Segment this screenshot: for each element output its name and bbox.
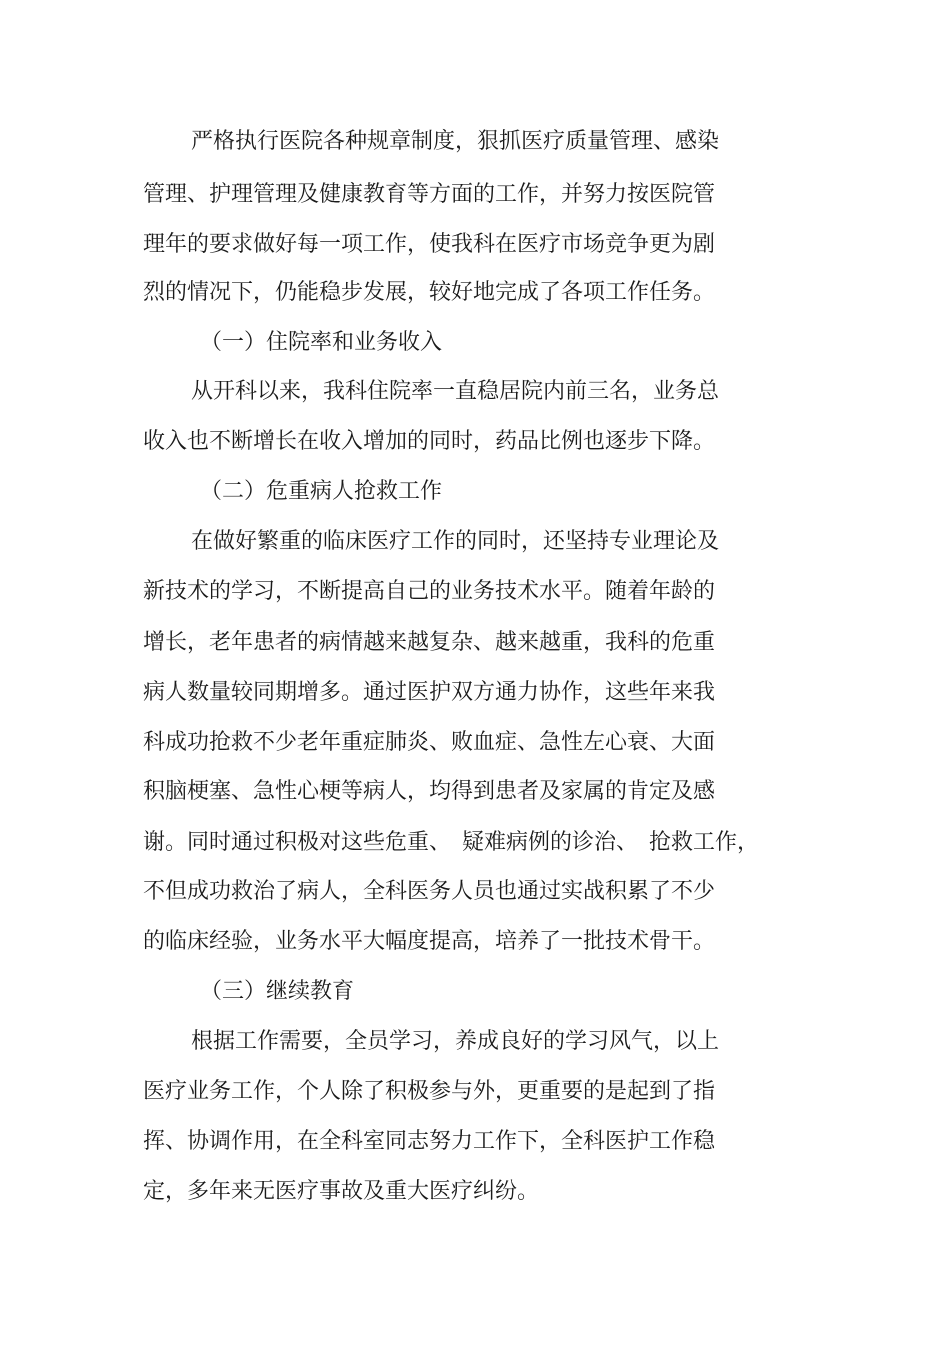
paragraph-line: 根据工作需要，全员学习，养成良好的学习风气，以上 — [191, 1029, 720, 1054]
section-heading: （三）继续教育 — [200, 979, 355, 1004]
paragraph-line: 严格执行医院各种规章制度，狠抓医疗质量管理、感染 — [191, 129, 720, 154]
paragraph-line: 理年的要求做好每一项工作，使我科在医疗市场竞争更为剧 — [143, 232, 716, 257]
paragraph-line: 不但成功救治了病人，全科医务人员也通过实战积累了不少 — [143, 879, 716, 904]
paragraph-line: 医疗业务工作，个人除了积极参与外，更重要的是起到了指 — [143, 1079, 716, 1104]
paragraph-line: 增长，老年患者的病情越来越复杂、越来越重，我科的危重 — [143, 630, 716, 655]
paragraph-line: 新技术的学习，不断提高自己的业务技术水平。随着年龄的 — [143, 579, 716, 604]
paragraph-line: 科成功抢救不少老年重症肺炎、败血症、急性左心衰、大面 — [143, 730, 716, 755]
paragraph-line: 定，多年来无医疗事故及重大医疗纠纷。 — [143, 1179, 540, 1204]
paragraph-line: 从开科以来，我科住院率一直稳居院内前三名，业务总 — [191, 379, 720, 404]
paragraph-line: 在做好繁重的临床医疗工作的同时，还坚持专业理论及 — [191, 529, 720, 554]
section-heading: （二）危重病人抢救工作 — [200, 479, 443, 504]
paragraph-line: 病人数量较同期增多。通过医护双方通力协作，这些年来我 — [143, 680, 716, 705]
paragraph-line: 的临床经验，业务水平大幅度提高，培养了一批技术骨干。 — [143, 929, 716, 954]
paragraph-line: 谢。同时通过积极对这些危重、 疑难病例的诊治、 抢救工作， — [143, 830, 760, 855]
section-heading: （一）住院率和业务收入 — [200, 330, 443, 355]
paragraph-line: 收入也不断增长在收入增加的同时，药品比例也逐步下降。 — [143, 429, 716, 454]
paragraph-line: 挥、协调作用，在全科室同志努力工作下，全科医护工作稳 — [143, 1129, 716, 1154]
paragraph-line: 积脑梗塞、急性心梗等病人，均得到患者及家属的肯定及感 — [143, 779, 716, 804]
paragraph-line: 烈的情况下，仍能稳步发展，较好地完成了各项工作任务。 — [143, 280, 716, 305]
paragraph-line: 管理、护理管理及健康教育等方面的工作，并努力按医院管 — [143, 182, 716, 207]
